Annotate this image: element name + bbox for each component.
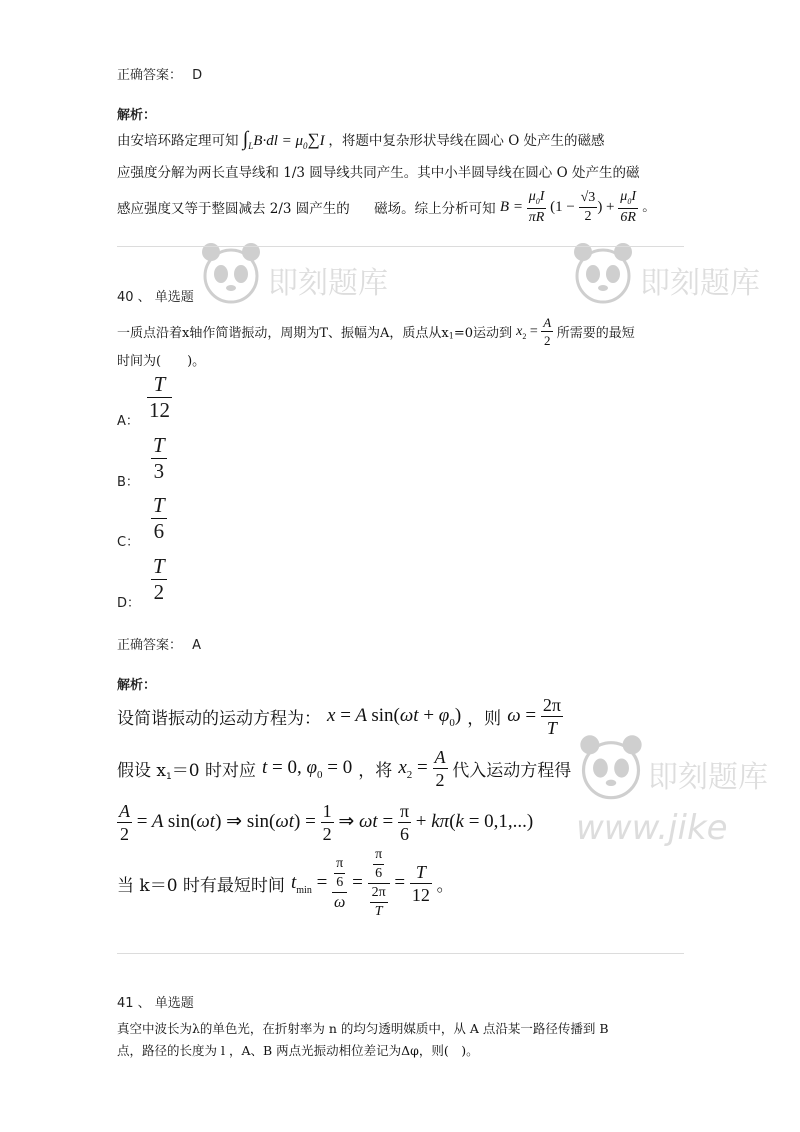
divider-q40-q41 (117, 953, 684, 954)
watermark-brand-text-right: 即刻题库 (640, 266, 760, 301)
panda-logo-icon (568, 238, 638, 308)
q39-analysis-line-3 (117, 190, 656, 225)
option-a-denominator: 12 (149, 398, 170, 422)
watermark-site-text: www.jike (576, 808, 728, 848)
option-c-denominator: 6 (153, 519, 165, 543)
tmin-formula: $t_{min}$ = $\frac{\frac{\pi}{6}}{\omega}$ = $\frac{\frac{\pi}{6}}{\frac{2\pi}{T}}$ = $\frac{T}{12}$ (290, 847, 430, 919)
option-b-denominator: 3 (153, 459, 165, 483)
option-a-fraction (147, 374, 172, 421)
panda-watermark-mid-right (574, 730, 648, 808)
panda-logo-icon (574, 730, 648, 804)
watermark-brand-text: 即刻题库 (268, 266, 388, 301)
q40-sol4-text: 当 k＝0 时有最短时间 (117, 876, 285, 896)
option-d-numerator: T (153, 554, 165, 578)
x2-formula: $x_2$ = $\frac{A}{2}$ (398, 747, 446, 790)
q40-stem-text-c: 所需要的最短 (556, 326, 635, 341)
q40-solution-line-3: $\frac{A}{2}$ = A sin(ωt) ⇒ sin(ωt) = $\frac{1}{2}$ ⇒ ωt = $\frac{\pi}{6}$ + kπ(k = 0,1,...) (119, 801, 534, 844)
q40-sol2-text-b: ＝0 时对应 (171, 761, 256, 781)
q40-sol2-text-a: 假设 x (117, 761, 166, 781)
q41-header: 41 、 单选题 (117, 996, 194, 1011)
q40-answer-label: 正确答案： (117, 638, 183, 653)
q40-sol1-text-a: 设简谐振动的运动方程为： (117, 709, 321, 729)
option-d-label: D： (117, 596, 141, 611)
q39-analysis-line-2: 应强度分解为两长直导线和 1/3 圆导线共同产生。其中小半圆导线在圆心 O 处产生的磁 (117, 165, 640, 181)
q40-stem-text-b: =0运动到 (453, 326, 512, 341)
q40-analysis-label: 解析： (117, 678, 157, 693)
q39-answer-row (117, 64, 202, 83)
option-d-denominator: 2 (153, 580, 165, 604)
q40-answer-value: A (192, 638, 202, 653)
q40-solution-line-4 (117, 848, 454, 919)
initial-condition-formula: t = 0, $\varphi_0 = 0$ (262, 756, 353, 781)
panda-watermark-top-right (568, 238, 638, 312)
option-d-fraction (151, 556, 167, 603)
q39-answer-label: 正确答案： (117, 68, 183, 83)
q40-x1-subscript: 1 (448, 331, 454, 341)
q40-stem-text-a: 一质点沿着x轴作简谐振动，周期为T、振幅为A，质点从x (117, 326, 449, 341)
q39-line1-text-b: ，将题中复杂形状导线在圆心 O 处产生的磁感 (328, 133, 605, 149)
q40-header: 40 、 单选题 (117, 290, 194, 305)
q39-line3-period: 。 (642, 198, 656, 215)
q40-sol2-x1-subscript: 1 (166, 771, 172, 782)
q39-line3-text-a: 感应强度又等于整圆减去 2/3 圆产生的 (117, 201, 350, 218)
q40-sol2-text-d: 代入运动方程得 (452, 761, 572, 781)
panda-logo-icon (196, 238, 266, 308)
q39-answer-value: D (192, 68, 203, 83)
option-c-fraction (151, 495, 167, 542)
option-c-label: C： (117, 535, 140, 550)
q39-line3-text-b: 磁场。综上分析可知 (374, 201, 496, 218)
q40-solution-line-2 (117, 748, 571, 789)
shm-equation: x = A $\sin(\omega t + \varphi_0)$ (327, 704, 462, 729)
ampere-law-formula: $\int_LB\cdot dl = \mu_0\sum I$ (242, 128, 329, 151)
q40-sol4-period: 。 (436, 876, 454, 896)
q41-stem-line-2: 点，路径的长度为 l ，A、B 两点光振动相位差记为Δφ，则( )。 (117, 1043, 479, 1058)
option-a-label: A： (117, 414, 139, 429)
q39-line1-text-a: 由安培环路定理可知 (117, 133, 239, 149)
q39-analysis-line-1 (117, 128, 605, 151)
q41-stem-line-1: 真空中波长为λ的单色光，在折射率为 n 的均匀透明媒质中，从 A 点沿某一路径传播到 B (117, 1021, 609, 1036)
q40-solution-line-1 (117, 696, 563, 737)
watermark-brand-text-mid: 即刻题库 (648, 760, 768, 795)
panda-watermark-top-left (196, 238, 266, 312)
q39-analysis-label: 解析： (117, 108, 157, 123)
q39-result-formula: B = $\frac{\mu_0I}{\pi R}$ (1 − $\frac{√3}{2}$ ) + $\frac{\mu_0I}{6R}$ (499, 189, 636, 225)
omega-formula: ω = $\frac{2\pi}{T}$ (507, 695, 561, 738)
q40-answer-row (117, 634, 201, 653)
q40-stem-line-1 (117, 316, 635, 347)
q40-stem-line-2: 时间为( )。 (117, 354, 206, 369)
option-b-fraction (151, 435, 167, 482)
option-b-label: B： (117, 475, 139, 490)
q40-sol2-text-c: ，将 (358, 761, 393, 781)
option-c-numerator: T (153, 493, 165, 517)
q40-sol1-text-b: ，则 (467, 709, 502, 729)
option-b-numerator: T (153, 433, 165, 457)
divider-q39-q40 (117, 246, 684, 247)
option-a-numerator: T (153, 372, 166, 396)
q40-stem-x2-formula: $x_2$ = $\frac{A}{2}$ (516, 315, 552, 348)
